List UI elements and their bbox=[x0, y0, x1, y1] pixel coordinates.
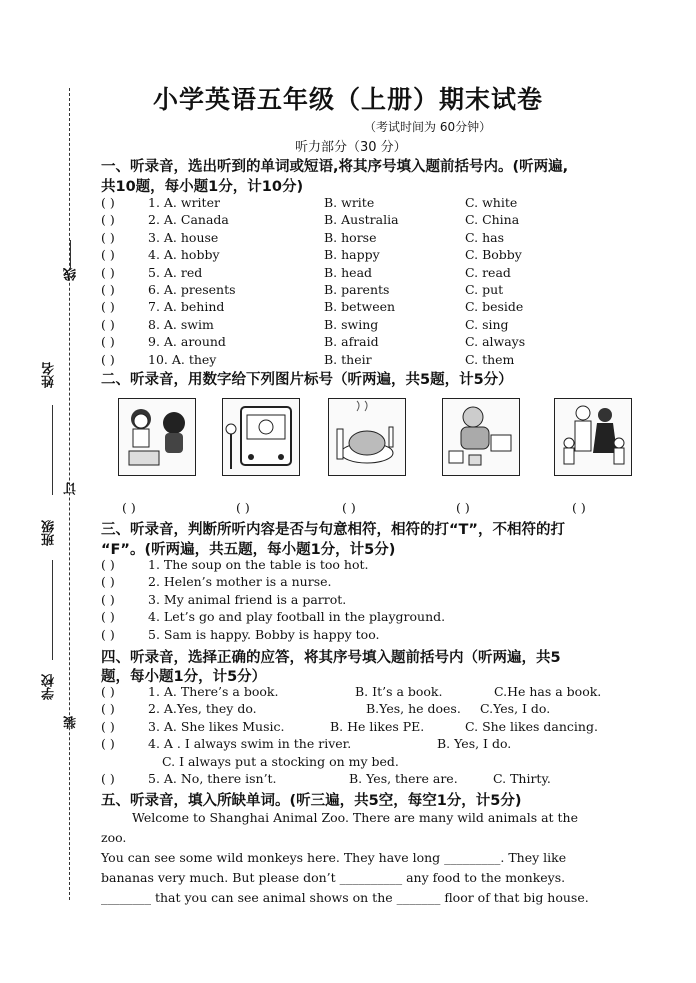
section2-heading: 二、听录音，用数字给下列图片标号（听两遍，共5题，计5分） bbox=[101, 372, 513, 388]
picture-turkey-dinner bbox=[328, 398, 406, 476]
statement: 1. The soup on the table is too hot. bbox=[148, 557, 369, 572]
section4-heading: 四、听录音，选择正确的应答，将其序号填入题前括号内（听两遍，共5 bbox=[101, 650, 561, 666]
answer-paren[interactable]: ( ) bbox=[101, 229, 115, 245]
statement: 2. Helen’s mother is a nurse. bbox=[148, 574, 332, 590]
option-c: C. put bbox=[465, 282, 504, 297]
passage-line: ________ that you can see animal shows on the _______ floor of that big house. bbox=[101, 890, 589, 905]
statement: 3. My animal friend is a parrot. bbox=[148, 591, 347, 607]
option-b: B.Yes, he does. bbox=[366, 701, 461, 717]
class-blank bbox=[52, 405, 53, 495]
picture-bus-driver bbox=[222, 398, 300, 476]
answer-paren[interactable]: ( ) bbox=[101, 684, 115, 699]
option-b: B. Australia bbox=[324, 212, 399, 228]
passage-line: zoo. bbox=[101, 830, 127, 845]
gifts-by-chair-icon bbox=[443, 399, 519, 475]
answer-paren[interactable]: ( ) bbox=[101, 771, 115, 786]
bus-driver-icon bbox=[223, 399, 299, 475]
option-c: C. beside bbox=[465, 299, 524, 315]
turkey-dinner-icon bbox=[329, 399, 405, 475]
section1-heading: 一、听录音，选出听到的单词或短语,将其序号填入题前括号内。(听两遍, bbox=[101, 159, 569, 175]
option-a: 4. A . I always swim in the river. bbox=[148, 736, 352, 752]
option-c: C. China bbox=[465, 212, 520, 228]
girl-with-dog-icon bbox=[119, 399, 195, 475]
class-label: 班级 bbox=[42, 520, 57, 546]
section1-heading-cont: 共10题，每小题1分，计10分) bbox=[101, 179, 304, 195]
passage-line: bananas very much. But please don’t __________ any food to the monkeys. bbox=[101, 870, 566, 885]
option-b: B. Yes, I do. bbox=[437, 736, 512, 752]
answer-paren[interactable]: ( ) bbox=[101, 212, 115, 228]
option-b: B. afraid bbox=[324, 334, 379, 350]
option-a: 3. A. She likes Music. bbox=[148, 718, 285, 734]
answer-paren[interactable]: ( ) bbox=[101, 195, 115, 210]
option-a: 5. A. red bbox=[148, 264, 203, 280]
option-c: C. them bbox=[465, 351, 515, 367]
picture-answer-2[interactable]: ( ) bbox=[236, 500, 250, 515]
option-a: 10. A. they bbox=[148, 351, 217, 367]
answer-paren[interactable]: ( ) bbox=[101, 718, 115, 734]
option-b: B. head bbox=[324, 264, 373, 280]
option-c: C. She likes dancing. bbox=[465, 718, 598, 734]
answer-paren[interactable]: ( ) bbox=[101, 351, 115, 367]
option-a: 7. A. behind bbox=[148, 299, 225, 315]
picture-family bbox=[554, 398, 632, 476]
picture-gifts-chair bbox=[442, 398, 520, 476]
answer-paren[interactable]: ( ) bbox=[101, 574, 115, 590]
option-a: 2. A.Yes, they do. bbox=[148, 701, 257, 717]
option-b: B. He likes PE. bbox=[330, 718, 425, 734]
option-c: C. has bbox=[465, 229, 504, 245]
option-c: C. Thirty. bbox=[493, 771, 551, 786]
option-b: B. happy bbox=[324, 247, 380, 263]
option-a: 4. A. hobby bbox=[148, 247, 220, 263]
option-a: 8. A. swim bbox=[148, 316, 214, 332]
option-b: B. horse bbox=[324, 229, 377, 245]
statement: 4. Let’s go and play football in the playground. bbox=[148, 609, 446, 625]
name-blank bbox=[70, 240, 71, 270]
school-label: 学校 bbox=[42, 674, 57, 700]
option-a: 9. A. around bbox=[148, 334, 226, 350]
option-c: C. I always put a stocking on my bed. bbox=[162, 753, 399, 769]
page-title: 小学英语五年级（上册）期末试卷 bbox=[152, 85, 543, 114]
option-a: 1. A. There’s a book. bbox=[148, 684, 279, 699]
section4-heading-cont: 题，每小题1分，计5分） bbox=[101, 669, 267, 685]
answer-paren[interactable]: ( ) bbox=[101, 247, 115, 263]
option-b: B. swing bbox=[324, 316, 379, 332]
name-label: 姓名 bbox=[42, 362, 57, 388]
binding-char-order: 订 bbox=[64, 482, 79, 495]
binding-char-bind: 装 bbox=[64, 716, 79, 729]
school-blank bbox=[52, 560, 53, 660]
picture-answer-4[interactable]: ( ) bbox=[456, 500, 470, 515]
answer-paren[interactable]: ( ) bbox=[101, 609, 115, 625]
picture-answer-1[interactable]: ( ) bbox=[122, 500, 136, 515]
option-b: B. write bbox=[324, 195, 375, 210]
option-c: C. sing bbox=[465, 316, 509, 332]
answer-paren[interactable]: ( ) bbox=[101, 282, 115, 297]
option-c: C. Bobby bbox=[465, 247, 522, 263]
answer-paren[interactable]: ( ) bbox=[101, 591, 115, 607]
section5-heading: 五、听录音，填入所缺单词。(听三遍，共5空，每空1分，计5分) bbox=[101, 793, 522, 809]
passage-line: You can see some wild monkeys here. They have long _________. They like bbox=[101, 850, 567, 865]
section3-heading: 三、听录音，判断所听内容是否与句意相符，相符的打“T”，不相符的打 bbox=[101, 522, 565, 538]
binding-char-line: 线 bbox=[64, 268, 79, 281]
option-b: B. parents bbox=[324, 282, 390, 297]
option-c: C.Yes, I do. bbox=[480, 701, 551, 717]
answer-paren[interactable]: ( ) bbox=[101, 701, 115, 717]
passage-line: Welcome to Shanghai Animal Zoo. There are many wild animals at the bbox=[132, 810, 579, 825]
statement: 5. Sam is happy. Bobby is happy too. bbox=[148, 626, 380, 642]
section3-heading-cont: “F”。(听两遍，共五题，每小题1分，计5分) bbox=[101, 542, 396, 558]
time-note: （考试时间为 60分钟） bbox=[364, 120, 492, 134]
option-c: C. always bbox=[465, 334, 526, 350]
option-c: C.He has a book. bbox=[494, 684, 602, 699]
picture-girl-dog bbox=[118, 398, 196, 476]
option-a: 5. A. No, there isn’t. bbox=[148, 771, 277, 786]
option-b: B. their bbox=[324, 351, 372, 367]
option-a: 3. A. house bbox=[148, 229, 219, 245]
picture-answer-5[interactable]: ( ) bbox=[572, 500, 586, 515]
option-b: B. Yes, there are. bbox=[349, 771, 458, 786]
option-b: B. between bbox=[324, 299, 396, 315]
answer-paren[interactable]: ( ) bbox=[101, 299, 115, 315]
option-a: 6. A. presents bbox=[148, 282, 236, 297]
option-a: 1. A. writer bbox=[148, 195, 220, 210]
answer-paren[interactable]: ( ) bbox=[101, 557, 115, 572]
option-c: C. white bbox=[465, 195, 518, 210]
family-icon bbox=[555, 399, 631, 475]
picture-answer-3[interactable]: ( ) bbox=[342, 500, 356, 515]
answer-paren[interactable]: ( ) bbox=[101, 264, 115, 280]
answer-paren[interactable]: ( ) bbox=[101, 316, 115, 332]
option-c: C. read bbox=[465, 264, 511, 280]
option-b: B. It’s a book. bbox=[355, 684, 443, 699]
listening-header: 听力部分（30 分） bbox=[295, 140, 407, 155]
answer-paren[interactable]: ( ) bbox=[101, 334, 115, 350]
answer-paren[interactable]: ( ) bbox=[101, 626, 115, 642]
option-a: 2. A. Canada bbox=[148, 212, 229, 228]
answer-paren[interactable]: ( ) bbox=[101, 736, 115, 752]
